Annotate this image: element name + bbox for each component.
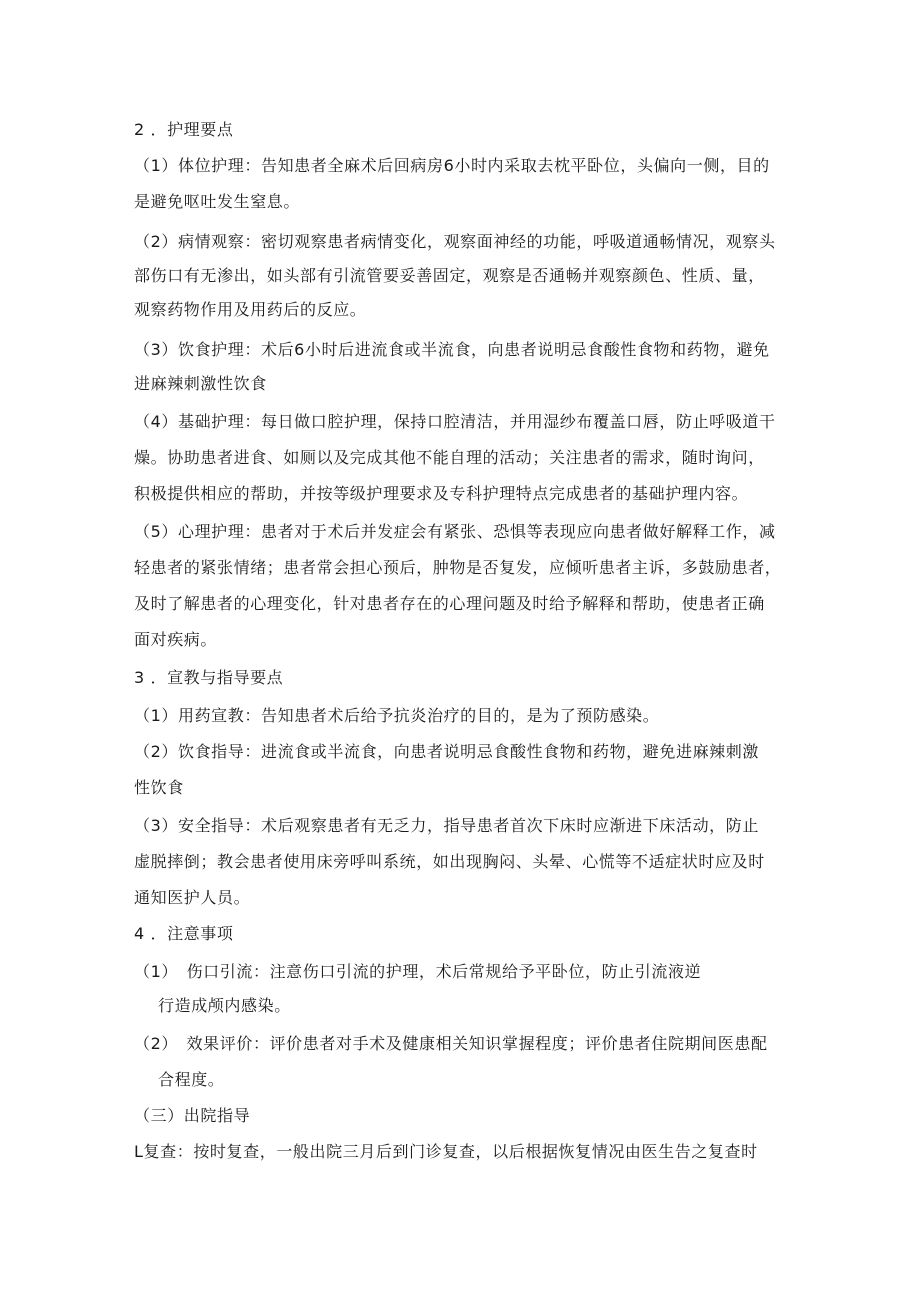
paragraph-line: 是避免呕吐发生窒息。 <box>134 192 301 211</box>
paragraph-line: （1） 伤口引流：注意伤口引流的护理，术后常规给予平卧位，防止引流液逆 <box>134 962 702 981</box>
paragraph-line: 观察药物作用及用药后的反应。 <box>134 300 367 319</box>
paragraph-line: （3）饮食护理：术后6小时后进流食或半流食，向患者说明忌食酸性食物和药物，避免 <box>134 340 770 359</box>
paragraph-line: 进麻辣刺激性饮食 <box>134 374 267 393</box>
paragraph-line: （1）体位护理：告知患者全麻术后回病房6小时内采取去枕平卧位，头偏向一侧，目的 <box>134 156 770 175</box>
paragraph-line: 面对疾病。 <box>134 630 218 649</box>
paragraph-line: L复查：按时复查，一般出院三月后到门诊复查，以后根据恢复情况由医生告之复查时 <box>134 1142 758 1161</box>
paragraph-line: （2） 效果评价：评价患者对手术及健康相关知识掌握程度；评价患者住院期间医患配 <box>134 1034 768 1053</box>
paragraph-line: 轻患者的紧张情绪；患者常会担心预后，肿物是否复发，应倾听患者主诉，多鼓励患者， <box>134 558 782 577</box>
paragraph-line: （3）安全指导：术后观察患者有无乏力，指导患者首次下床时应渐进下床活动，防止 <box>134 816 759 835</box>
paragraph-line: （1）用药宣教：告知患者术后给予抗炎治疗的目的，是为了预防感染。 <box>134 706 660 725</box>
paragraph-line: （5）心理护理：患者对于术后并发症会有紧张、恐惧等表现应向患者做好解释工作，减 <box>134 522 776 541</box>
paragraph-line: 合程度。 <box>158 1070 225 1089</box>
section-heading-nursing-points: 2 ．护理要点 <box>134 120 234 139</box>
paragraph-line: 及时了解患者的心理变化，针对患者存在的心理问题及时给予解释和帮助，使患者正确 <box>134 594 765 613</box>
paragraph-line: 虚脱摔倒；教会患者使用床旁呼叫系统，如出现胸闷、头晕、心慌等不适症状时应及时 <box>134 852 765 871</box>
section-heading-education-points: 3 ．宣教与指导要点 <box>134 668 284 687</box>
paragraph-line: 通知医护人员。 <box>134 888 251 907</box>
paragraph-line: （2）病情观察：密切观察患者病情变化，观察面神经的功能，呼吸道通畅情况，观察头 <box>134 232 776 251</box>
paragraph-line: 行造成颅内感染。 <box>158 996 291 1015</box>
paragraph-line: 性饮食 <box>134 778 184 797</box>
paragraph-line: （4）基础护理：每日做口腔护理，保持口腔清洁，并用湿纱布覆盖口唇，防止呼吸道干 <box>134 412 776 431</box>
section-heading-discharge-guidance: （三）出院指导 <box>134 1106 251 1125</box>
paragraph-line: 积极提供相应的帮助，并按等级护理要求及专科护理特点完成患者的基础护理内容。 <box>134 484 749 503</box>
paragraph-line: 燥。协助患者进食、如厕以及完成其他不能自理的活动；关注患者的需求，随时询问， <box>134 448 765 467</box>
paragraph-line: （2）饮食指导：进流食或半流食，向患者说明忌食酸性食物和药物，避免进麻辣刺激 <box>134 742 759 761</box>
paragraph-line: 部伤口有无渗出，如头部有引流管要妥善固定，观察是否通畅并观察颜色、性质、量， <box>134 266 765 285</box>
section-heading-precautions: 4 ．注意事项 <box>134 924 234 943</box>
